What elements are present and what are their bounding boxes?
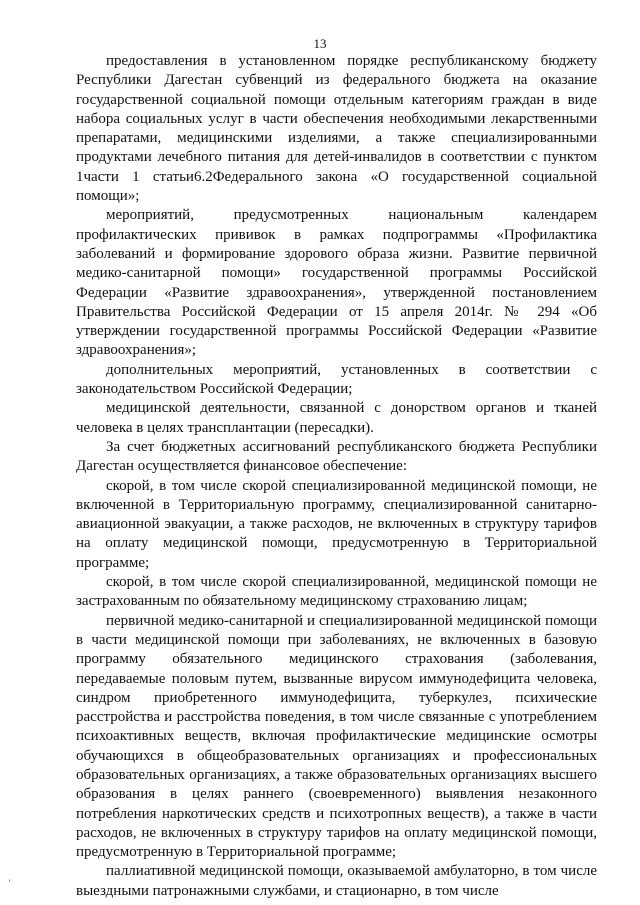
paragraph-vaccination-calendar: мероприятий, предусмотренных национальным календарем профилактических прививок в рамках подпрограммы «Профилактика заболеваний и формирование здорового образа жизни. Развитие первичной медико-санитарной помощи» государственной программы Российской Федерации «Развитие здравоохранения», утвержденной постановлением Правительства Российской Федерации от 15 апреля 2014г. № 294 «Об утверждении государственной программы Российской Федерации «Развитие здравоохранения»; [76, 207, 597, 359]
paragraph-palliative-care: паллиативной медицинской помощи, оказываемой амбулаторно, в том числе выездными патронажными службами, и стационарно, в том числе [76, 863, 597, 899]
document-body [76, 52, 597, 901]
paragraph-primary-specialized-care: первичной медико-санитарной и специализированной медицинской помощи в части медицинской помощи при заболеваниях, не включенных в базовую программу обязательного медицинского страхования (заболевания, передаваемые половым путем, вызванные вирусом иммунодефицита человека, синдром приобретенного иммунодефицита, туберкулез, психические расстройства и расстройства поведения, в том числе связанные с употреблением психоактивных веществ, включая профилактические медицинские осмотры обучающихся в общеобразовательных организациях и профессиональных образовательных организациях, а также образовательных организациях высшего образования в целях раннего (своевременного) выявления незаконного потребления наркотических средств и психотропных веществ), а также в части расходов, не включенных в структуру тарифов на оплату медицинской помощи, предусмотренную в Территориальной программе; [76, 612, 597, 861]
scan-mark: ʼ [8, 878, 11, 888]
paragraph-emergency-care: скорой, в том числе скорой специализированной медицинской помощи, не включенной в Территориальную программу, специализированной санитарно-авиационной эвакуации, а также расходов, не включенных в структуру тарифов на оплату медицинской помощи, предусмотренную в Территориальной программе; [76, 477, 597, 571]
paragraph-republic-budget-intro: За счет бюджетных ассигнований республиканского бюджета Республики Дагестан осуществляется финансовое обеспечение: [76, 438, 597, 475]
paragraph-organ-donation: медицинской деятельности, связанной с донорством органов и тканей человека в целях трансплантации (пересадки). [76, 400, 597, 436]
paragraph-uninsured-emergency-care: скорой, в том числе скорой специализированной, медицинской помощи не застрахованным по обязательному медицинскому страхованию лицам; [76, 574, 597, 610]
paragraph-additional-measures: дополнительных мероприятий, установленных в соответствии с законодательством Российской Федерации; [76, 361, 597, 398]
paragraph-subvention: предоставления в установленном порядке республиканскому бюджету Республики Дагестан субвенций из федерального бюджета на оказание государственной социальной помощи отдельным категориям граждан в виде набора социальных услуг в части обеспечения необходимыми лекарственными препаратами, медицинскими изделиями, а также специализированными продуктами лечебного питания для детей-инвалидов в соответствии с пунктом 1части 1 статьи6.2Федерального закона «О государственной социальной помощи»; [76, 53, 597, 205]
page-number: 13 [313, 36, 327, 51]
